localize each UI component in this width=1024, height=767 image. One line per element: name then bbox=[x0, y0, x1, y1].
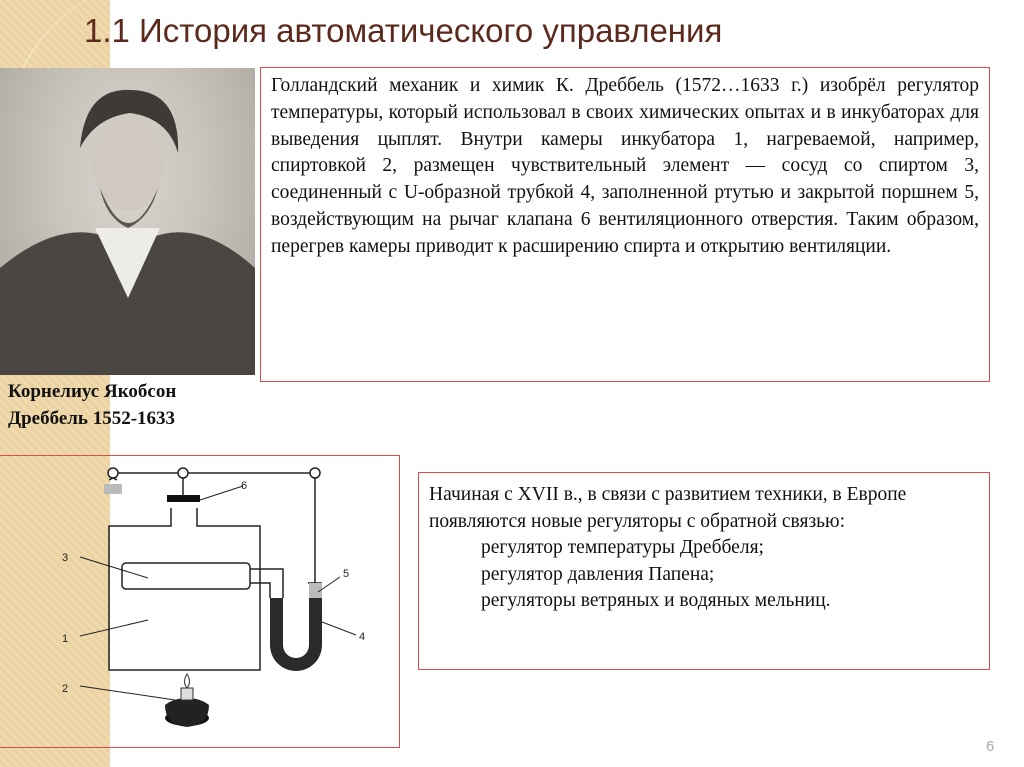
regulators-text bbox=[418, 472, 990, 670]
drebbel-description: Голландский механик и химик К. Дреббель (1572…1633 г.) изобрёл регулятор температуры, который использовал в своих химических опытах и в инкубаторах для выведения цыплят. Внутри камеры инкубатора 1, нагреваемой, например, спиртовкой 2, размещен чувствительный элемент — сосуд со спиртом 3, соединенный с U-образной трубкой 4, заполненной ртутью и закрытой поршнем 5, воздействующим на рычаг клапана 6 вентиляционного отверстия. Таким образом, перегрев камеры приводит к расширению спирта и открытию вентиляции. bbox=[260, 67, 990, 382]
regulator-item: регулятор температуры Дреббеля; bbox=[481, 537, 764, 558]
regulator-item: регуляторы ветряных и водяных мельниц. bbox=[481, 590, 831, 611]
page-number: 6 bbox=[986, 738, 995, 755]
drebbel-regulator-diagram bbox=[0, 455, 400, 748]
diagram-label: 3 bbox=[62, 552, 69, 564]
caption-line: Корнелиус Якобсон bbox=[8, 381, 177, 402]
diagram-label: 4 bbox=[359, 631, 366, 643]
diagram-label: 6 bbox=[241, 480, 248, 492]
regulator-item: регулятор давления Папена; bbox=[481, 563, 715, 585]
diagram-label: 5 bbox=[343, 568, 350, 580]
regulators-intro: Начиная с XVII в., в связи с развитием техники, в Европе появляются новые регуляторы с обратной связью: bbox=[429, 484, 907, 532]
diagram-label: 1 bbox=[62, 633, 69, 645]
slide-title: 1.1 История автоматического управления bbox=[84, 12, 723, 49]
portrait-image bbox=[0, 68, 255, 375]
diagram-label: 2 bbox=[62, 683, 69, 695]
caption-line: Дреббель 1552-1633 bbox=[8, 408, 176, 429]
portrait-caption bbox=[8, 378, 176, 432]
